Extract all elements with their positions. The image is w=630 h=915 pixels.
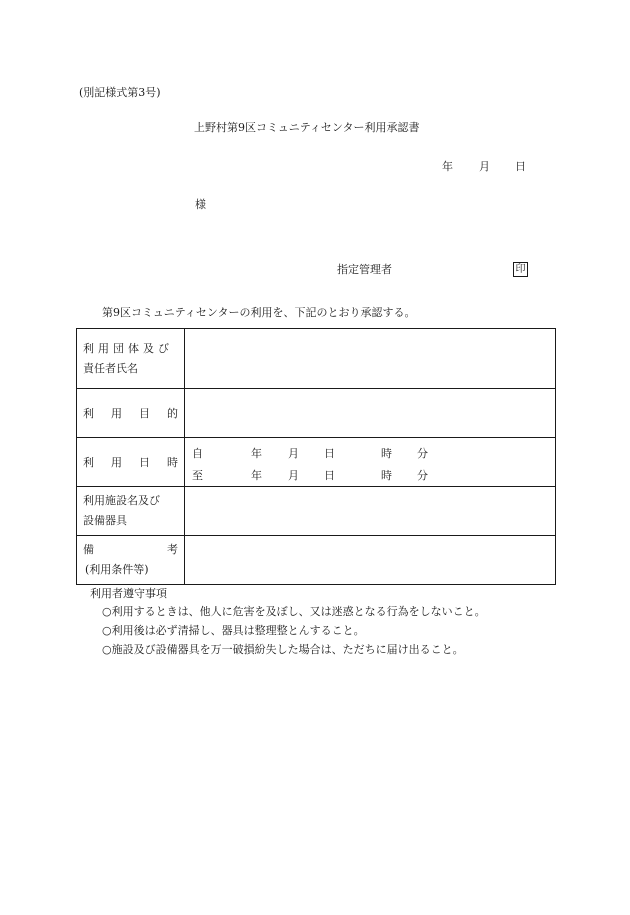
date-day-label: 日 (515, 160, 526, 173)
date-year-label: 年 (442, 160, 453, 173)
issuer-label: 指定管理者 (337, 263, 392, 276)
field-remarks[interactable] (185, 536, 556, 585)
label-char: 用 (111, 407, 122, 420)
document-title: 上野村第9区コミュニティセンター利用承認書 (194, 121, 420, 134)
approval-statement: 第9区コミュニティセンターの利用を、下記のとおり承認する。 (102, 306, 416, 319)
label-char: 利 (83, 407, 94, 420)
table-row-remarks (77, 536, 556, 585)
time-to-row (185, 462, 555, 484)
label-char: 利 (83, 456, 94, 469)
approval-form-table (76, 328, 556, 585)
note-item: ○施設及び設備器具を万一破損紛失した場合は、ただちに届け出ること。 (102, 643, 464, 656)
time-from-month: 月 (288, 447, 299, 460)
field-facility[interactable] (185, 487, 556, 536)
label-facility-line1: 利用施設名及び (83, 494, 160, 507)
recipient-suffix: 様 (195, 198, 206, 211)
time-from-prefix: 自 (192, 447, 203, 460)
time-from-year: 年 (251, 447, 262, 460)
label-purpose-text (83, 405, 184, 421)
time-from-day: 日 (324, 447, 335, 460)
label-facility (77, 487, 185, 536)
table-row-datetime (77, 438, 556, 487)
table-row-facility (77, 487, 556, 536)
table-row-purpose (77, 389, 556, 438)
field-purpose[interactable] (185, 389, 556, 438)
field-user-group[interactable] (185, 329, 556, 389)
time-from-hour: 時 (381, 447, 392, 460)
time-to-prefix: 至 (192, 469, 203, 482)
label-purpose (77, 389, 185, 438)
label-char: 用 (111, 456, 122, 469)
time-to-hour: 時 (381, 469, 392, 482)
table-row-user-group (77, 329, 556, 389)
notes-heading: 利用者遵守事項 (90, 587, 167, 600)
time-to-year: 年 (251, 469, 262, 482)
time-to-month: 月 (288, 469, 299, 482)
label-remarks-char2: 考 (167, 543, 178, 556)
time-from-row (185, 440, 555, 462)
label-remarks-char1: 備 (83, 543, 94, 556)
time-to-day: 日 (324, 469, 335, 482)
label-char: 日 (139, 456, 150, 469)
label-facility-line2: 設備器具 (83, 514, 127, 527)
form-number: (別記様式第3号) (79, 86, 161, 99)
date-month-label: 月 (479, 160, 490, 173)
label-char: 的 (167, 407, 178, 420)
label-datetime-text (83, 454, 184, 470)
label-remarks (77, 536, 185, 585)
label-user-group-line1: 利用団体及び (83, 341, 173, 355)
label-char: 目 (139, 407, 150, 420)
label-datetime (77, 438, 185, 487)
field-datetime[interactable] (185, 438, 556, 487)
label-remarks-line2: (利用条件等) (85, 563, 149, 576)
time-from-minute: 分 (417, 447, 428, 460)
note-item: ○利用後は必ず清掃し、器具は整理整とんすること。 (102, 624, 365, 637)
seal-mark: 印 (513, 262, 528, 277)
label-user-group (77, 329, 185, 389)
note-item: ○利用するときは、他人に危害を及ぼし、又は迷惑となる行為をしないこと。 (102, 605, 486, 618)
label-char: 時 (167, 456, 178, 469)
time-to-minute: 分 (417, 469, 428, 482)
label-user-group-line2: 責任者氏名 (83, 361, 138, 375)
